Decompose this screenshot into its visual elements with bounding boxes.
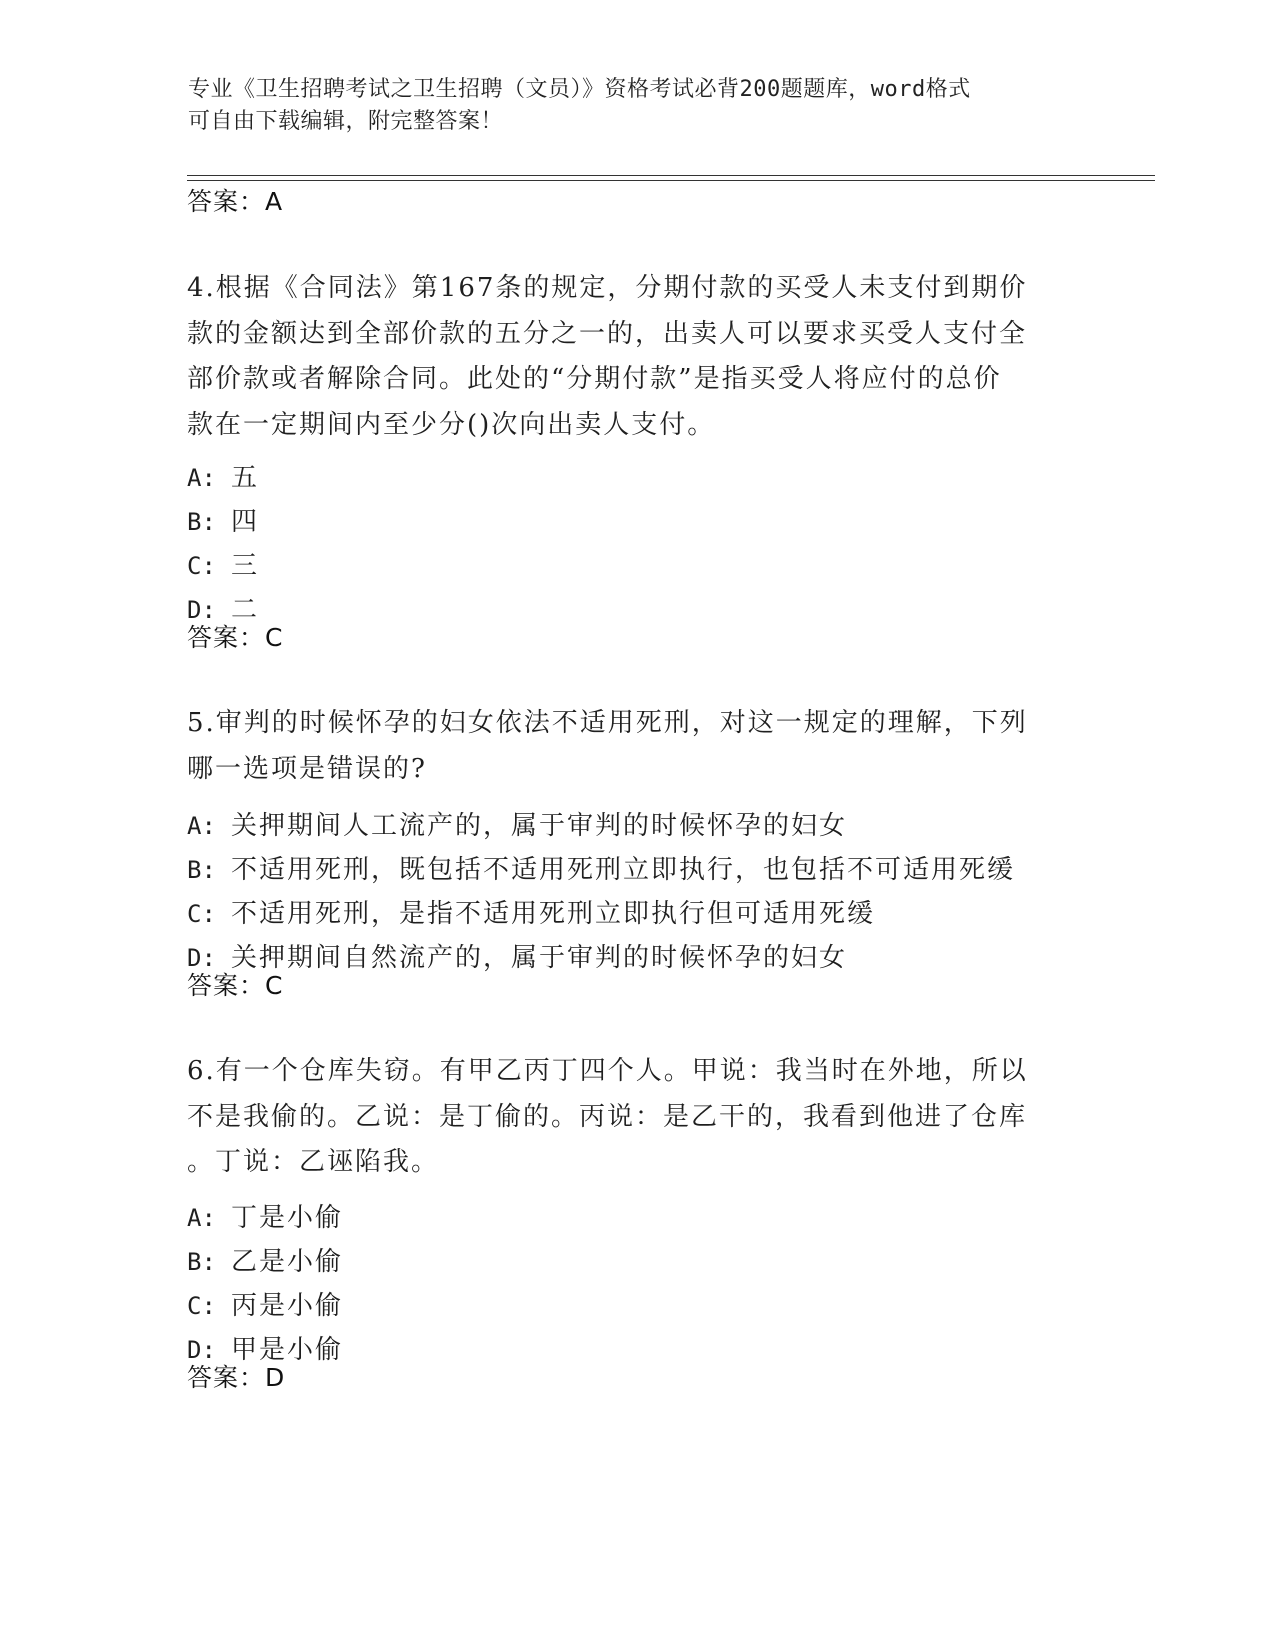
option-b: [187, 1246, 343, 1278]
option-text: 五: [231, 463, 260, 493]
question-line: 款的金额达到全部价款的五分之一的，出卖人可以要求买受人支付全: [187, 318, 1028, 349]
option-text: 丁是小偷: [231, 1203, 344, 1233]
header-line-2: 可自由下载编辑，附完整答案！: [188, 109, 504, 134]
option-text: 四: [231, 507, 260, 537]
option-key: B:: [187, 856, 216, 884]
question-line: 部价款或者解除合同。此处的“分期付款”是指买受人将应付的总价: [187, 364, 1002, 394]
answer-4: 答案：C: [187, 623, 284, 652]
question-5: [187, 701, 1067, 792]
option-key: A:: [187, 1204, 216, 1232]
question-6: [187, 1049, 1067, 1186]
option-text: 乙是小偷: [231, 1247, 344, 1277]
option-c: [187, 1290, 343, 1322]
question-line: 哪一选项是错误的?: [187, 753, 427, 784]
question-line: 不是我偷的。乙说：是丁偷的。丙说：是乙干的，我看到他进了仓库: [187, 1101, 1028, 1132]
option-a: [187, 810, 847, 842]
option-a: [187, 462, 259, 494]
option-text: 甲是小偷: [231, 1335, 344, 1365]
question-line: 5.审判的时候怀孕的妇女依法不适用死刑，对这一规定的理解，下列: [187, 708, 1028, 738]
option-key: C:: [187, 552, 216, 580]
option-key: B:: [187, 508, 216, 536]
option-key: C:: [187, 900, 216, 928]
header-line-1: 专业《卫生招聘考试之卫生招聘（文员）》资格考试必背200题题库，word格式: [188, 77, 971, 102]
option-key: D:: [187, 1336, 216, 1364]
option-text: 二: [231, 595, 260, 625]
header-divider-top: [187, 175, 1155, 176]
question-line: 款在一定期间内至少分()次向出卖人支付。: [187, 409, 716, 440]
option-d: [187, 942, 847, 974]
answer-6: 答案：D: [187, 1363, 286, 1392]
header-divider-bottom: [187, 180, 1155, 181]
option-text: 关押期间自然流产的，属于审判的时候怀孕的妇女: [231, 943, 848, 973]
option-text: 丙是小偷: [231, 1291, 344, 1321]
question-line: 6.有一个仓库失窃。有甲乙丙丁四个人。甲说：我当时在外地，所以: [187, 1056, 1028, 1086]
option-text: 三: [231, 551, 260, 581]
option-b: [187, 506, 259, 538]
option-text: 不适用死刑，是指不适用死刑立即执行但可适用死缓: [231, 899, 876, 929]
question-line: 。丁说：乙诬陷我。: [187, 1147, 440, 1177]
previous-answer: 答案：A: [187, 187, 284, 216]
option-key: D:: [187, 596, 216, 624]
option-c: [187, 550, 259, 582]
question-line: 4.根据《合同法》第167条的规定，分期付款的买受人未支付到期价: [187, 273, 1028, 303]
option-c: [187, 898, 875, 930]
option-key: A:: [187, 812, 216, 840]
option-key: D:: [187, 944, 216, 972]
option-text: 关押期间人工流产的，属于审判的时候怀孕的妇女: [231, 811, 848, 841]
question-4: [187, 266, 1067, 448]
option-text: 不适用死刑，既包括不适用死刑立即执行，也包括不可适用死缓: [231, 855, 1016, 885]
option-key: C:: [187, 1292, 216, 1320]
answer-5: 答案：C: [187, 971, 284, 1000]
document-header: [188, 74, 1068, 138]
option-key: A:: [187, 464, 216, 492]
option-a: [187, 1202, 343, 1234]
option-b: [187, 854, 1015, 886]
option-key: B:: [187, 1248, 216, 1276]
